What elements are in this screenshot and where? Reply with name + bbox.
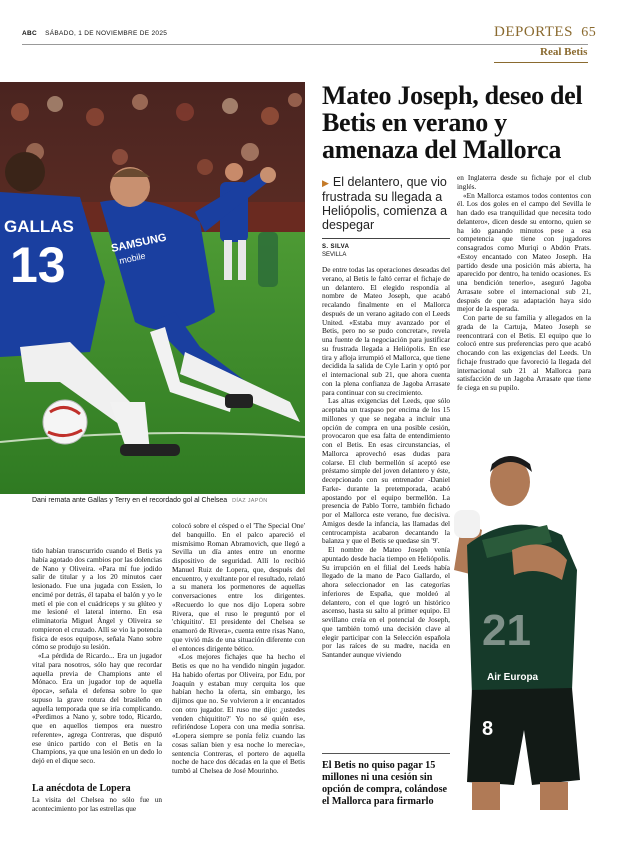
match-photo-illustration: [0, 82, 305, 494]
pullquote-rule: [322, 753, 450, 754]
byline-place: SEVILLA: [322, 252, 347, 258]
paragraph: tido habían transcurrido cuando el Betis ya había agotado dos cambios por las dolencias de Nano y Oliveira. «Para mí fue jodido salir de titular y a los 20 minutos caer lesionado. Fue una jugada con Essien, lo encimé por detrás, él tapaba el balón y yo le metí el pie con el cuádriceps y su glúteo y me lesioné el lateral interno. En esa eliminatoria Miguel Ángel y Oliveira se rompieron el cruzado. Allí se vio la potencia física de esos equipos», señala Nano sobre cómo se produjo su lesión.: [32, 546, 162, 652]
article-headline: Mateo Joseph, deseo del Betis en verano y amenaza del Mallorca: [322, 81, 583, 164]
svg-text:SAMSUNG: SAMSUNG: [110, 231, 168, 255]
player-cutout-illustration: [452, 450, 592, 810]
paragraph: en Inglaterra desde su fichaje por el club inglés.: [457, 173, 591, 191]
header-rule: [22, 44, 588, 45]
sidebar-subhead-text: La visita del Chelsea no sólo fue un acontecimiento por las estrellas que: [32, 795, 162, 813]
paragraph: «Los mejores fichajes que ha hecho el Betis es que no ha vendido ningún jugador. Ha habido ofertas por Oliveira, por Edu, por Joaquín y estaban muy cerquita los que habían hecho la oferta, sin embargo, les dijimos que no. Se volvieron a ir encantados con otro jugador. El ruso me dijo: ¿ustedes venden chiquitito?' Yo no sé quién es», refiriéndose Lopera con una media sonrisa. «Lopera siempre se ponía feliz cuando las cosas salían bien y esa noche lo merecía», sentencia Contreras, el portero de aquella noche de hace dos décadas en la que el Betis tumbó al Chelsea de José Mourinho.: [172, 652, 305, 775]
caption-text: Dani remata ante Gallas y Terry en el recordado gol al Chelsea: [32, 497, 228, 504]
byline-author: S. SILVA: [322, 244, 350, 250]
page-number: 65: [581, 25, 597, 40]
sidebar-subhead: La anécdota de Lopera: [32, 783, 131, 794]
photo-credit: DÍAZ JAPÓN: [232, 498, 268, 504]
subsection-title: Real Betis: [540, 46, 588, 58]
svg-text:8: 8: [482, 718, 494, 740]
sidebar-column-1: [32, 547, 162, 766]
svg-text:13: 13: [10, 237, 66, 293]
article-lead: [322, 175, 462, 232]
byline: [322, 243, 349, 259]
paragraph: «En Mallorca estamos todos contentos con él. Los dos goles en el campo del Sevilla le han dado esa tranquilidad que necesita todo delantero», dicen desde su entorno, quien se ha ido ganando minutos pese a esa competencia que tiene con jugadores consagrados como Muriqi o Abdón Prats. «Estoy encantado con Mateo Joseph. Ha partido desde una posición más abierta, ha aparecido por dentro, ha tenido ocasiones. Es una bendición tenerlo», aseguró Jagoba Arrasate sobre el internacional sub 21, después de que su adaptación haya sido mejor de la esperada.: [457, 190, 591, 314]
match-photo: [0, 82, 305, 494]
paragraph: El nombre de Mateo Joseph venía apuntado desde hacía tiempo en Heliópolis. Su irrupción en el filial del Leeds había llegado de la mano de Paco Gallardo, el ahora seleccionador en las categorías inferiores de España, que moldeó al delantero, con el que logró un histórico ascenso, hasta su salto al primer equipo. El sevillano creía en el potencial de Joseph, que también tomó una decisión clave al elegir participar con la Selección española por las raíces de su madre, nacida en Santander aunque viviendo: [322, 545, 450, 659]
svg-text:Air Europa: Air Europa: [487, 672, 539, 683]
player-photo: [452, 450, 592, 810]
lead-text: El delantero, que vio frustrada su llegada a Heliópolis, comienza a despegar: [322, 175, 448, 232]
article-column-4: [457, 174, 591, 393]
svg-text:mobile: mobile: [118, 250, 147, 266]
paragraph: Con parte de su familia y allegados en la grada de la Cartuja, Mateo Joseph se reencontrará con el Betis. El equipo que lo colocó entre sus preferencias pero que acabó chocando con las exigencias del Leeds. Un fichaje frustrado que favoreció la llegada del internacional sub 21 al Mallorca para satisfacción de un Jagoba Arrasate que tiene fe ciega en su pupilo.: [457, 313, 591, 392]
paragraph: De entre todas las operaciones deseadas del verano, al Betis le faltó cerrar el fichaje de un delantero. El elegido respondía al nombre de Mateo Joseph, que acabó recalando finalmente en el Mallorca después de un verano agitado con el Leeds United. «Estaba muy avanzado por el Betis, pero no se pudo concretar», revela una fuente de la negociación para justificar su frustrada llegada a Heliópolis. En ese tira y afloja irrumpió el Mallorca, que tiene decidida la salida de Cyle Larin y optó por el internacional sub 21, que ahora cuenta con la plena confianza de Jagoba Arrasate para continuar con su crecimiento.: [322, 265, 450, 397]
publication-name: ABC: [22, 30, 37, 37]
paragraph: «La pérdida de Ricardo... Era un jugador vital para nosotros, sólo hay que recordar aquella previa de Champions ante el Mónaco. Era un jugador top de aquella época», señala el defensa sobre lo que supuso la grave rotura del brasileño en aquella temporada que se iría complicando. «Perdimos a Nano y, sobre todo, Ricardo, que en aquellos tiempos era nuestro referente», agrega Contreras, que disputó ese único partido con el Betis en la Champions, ya que una lesión en un dedo lo dejó en el dique seco.: [32, 651, 162, 765]
sidebar-column-2: [172, 522, 305, 776]
section-title: [494, 24, 596, 41]
byline-rule: [322, 238, 450, 239]
header-left: [22, 30, 167, 37]
paragraph: colocó sobre el césped o el 'The Special One' del banquillo. En el palco apareció el mismísimo Roman Abramovich, que llegó a Sevilla un día antes entre un enorme dispositivo de seguridad. Allí lo recibió Manuel Ruiz de Lopera, que, después del encuentro, y exultante por el resultado, relató a su manera los pormenores de aquellas conversaciones entre los dirigentes. «Recuerdo lo que nos dijo Lopera sobre Rivera, que el ruso le preguntó por el 'chiquitito'. El presidente del Chelsea se enamoró de Rivera», cuenta entre risas Nano, que vivió más de una situación diferente con el entonces dirigente bético.: [172, 521, 305, 653]
section-name: DEPORTES: [494, 24, 573, 40]
article-column-3: [322, 266, 450, 660]
pullquote: El Betis no quiso pagar 15 millones ni una cesión sin opción de compra, colándose el Mallorca para firmarlo: [322, 760, 448, 807]
paragraph: Las altas exigencias del Leeds, que sólo aceptaba un traspaso por encima de los 15 millones y que se negaba a incluir una opción de compra en una posible cesión, provocaron que esa falta de entendimiento con el Betis. En esas circunstancias, el Mallorca aprovechó esas dudas para colarse. El club bermellón sí aceptó ese préstamo simple del joven delantero y éste, decepcionado con su entrenador -Daniel Farke- durante la pretemporada, acabó apostando por el equipo bermellón. La presencia de Pablo Torre, también fichado por el Mallorca este verano, fue decisiva. Amigos desde la infancia, las llamadas del centrocampista acabaron decantando la balanza y que el Betis se quedase sin '9'.: [322, 396, 450, 546]
photo-caption: [32, 497, 268, 504]
triangle-bullet-icon: ▶: [322, 178, 329, 188]
subsection-rule: [494, 62, 588, 63]
header-date: SÁBADO, 1 DE NOVIEMBRE DE 2025: [45, 30, 168, 37]
svg-text:21: 21: [482, 606, 531, 655]
svg-text:GALLAS: GALLAS: [4, 217, 74, 236]
